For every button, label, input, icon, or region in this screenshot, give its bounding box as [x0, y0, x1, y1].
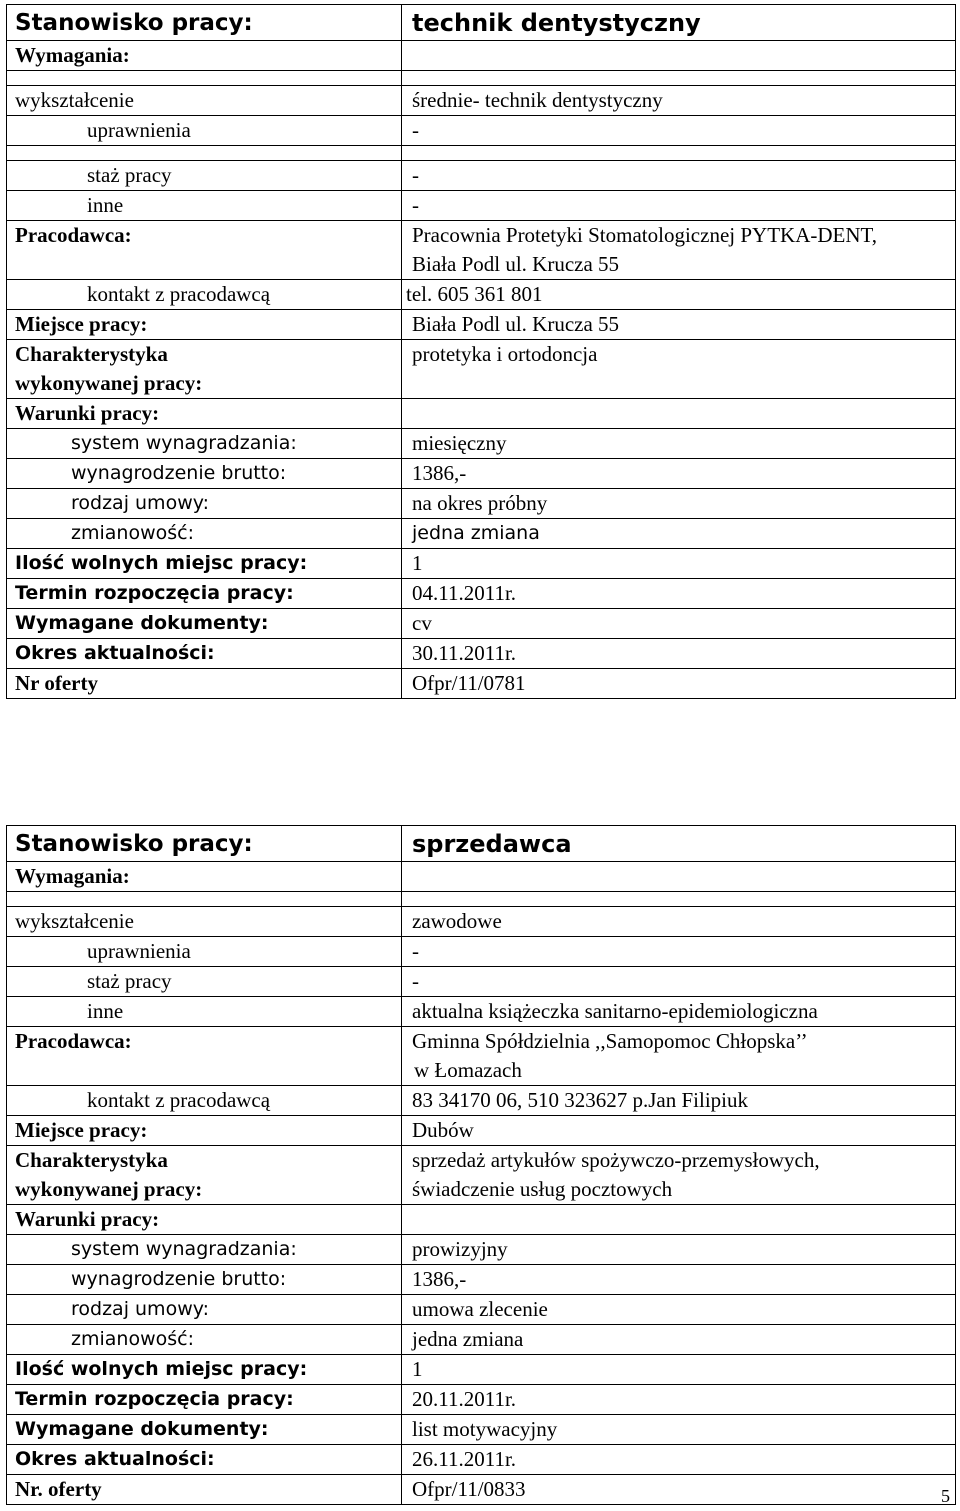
- description-value-line-2: świadczenie usług pocztowych: [412, 1177, 673, 1201]
- education-value: średnie- technik dentystyczny: [402, 86, 956, 116]
- workplace-value: Dubów: [402, 1116, 956, 1146]
- contract-label: rodzaj umowy:: [7, 489, 402, 519]
- requirements-value: [402, 41, 956, 71]
- experience-label: staż pracy: [7, 161, 402, 191]
- employer-label: Pracodawca:: [7, 1027, 402, 1086]
- offer-number-value: Ofpr/11/0833: [402, 1475, 956, 1505]
- spacer: [402, 146, 956, 161]
- workplace-label: Miejsce pracy:: [7, 1116, 402, 1146]
- contact-value: tel. 605 361 801: [402, 280, 956, 310]
- qualifications-label: uprawnienia: [7, 116, 402, 146]
- position-value: technik dentystyczny: [402, 5, 956, 41]
- pay-system-value: miesięczny: [402, 429, 956, 459]
- contract-value: na okres próbny: [402, 489, 956, 519]
- conditions-label: Warunki pracy:: [7, 399, 402, 429]
- employer-value: [402, 221, 956, 280]
- conditions-value: [402, 1205, 956, 1235]
- qualifications-value: -: [402, 937, 956, 967]
- shifts-label: zmianowość:: [7, 519, 402, 549]
- qualifications-value: -: [402, 116, 956, 146]
- description-label-line-2: wykonywanej pracy:: [15, 371, 203, 395]
- job-offer-2: [6, 825, 956, 1505]
- offer-number-label: Nr. oferty: [7, 1475, 402, 1505]
- experience-value: -: [402, 967, 956, 997]
- description-value-line-1: sprzedaż artykułów spożywczo-przemysłowych,: [412, 1148, 820, 1172]
- offer-number-label: Nr oferty: [7, 669, 402, 699]
- vacancies-value: 1: [402, 549, 956, 579]
- vacancies-label: Ilość wolnych miejsc pracy:: [7, 1355, 402, 1385]
- requirements-label: Wymagania:: [7, 862, 402, 892]
- start-value: 04.11.2011r.: [402, 579, 956, 609]
- shifts-value: jedna zmiana: [402, 519, 956, 549]
- contact-value: 83 34170 06, 510 323627 p.Jan Filipiuk: [402, 1086, 956, 1116]
- position-label: Stanowisko pracy:: [7, 5, 402, 41]
- employer-label: Pracodawca:: [7, 221, 402, 280]
- spacer: [7, 146, 402, 161]
- shifts-value: jedna zmiana: [402, 1325, 956, 1355]
- experience-value: -: [402, 161, 956, 191]
- employer-value: [402, 1027, 956, 1086]
- spacer: [402, 892, 956, 907]
- description-value: protetyka i ortodoncja: [402, 340, 956, 399]
- experience-label: staż pracy: [7, 967, 402, 997]
- documents-value: cv: [402, 609, 956, 639]
- offer-number-value: Ofpr/11/0781: [402, 669, 956, 699]
- shifts-label: zmianowość:: [7, 1325, 402, 1355]
- employer-value-line-2: Biała Podl ul. Krucza 55: [412, 252, 620, 276]
- employer-value-line-1: Gminna Spółdzielnia ,,Samopomoc Chłopska’’: [412, 1029, 808, 1053]
- description-label-line-1: Charakterystyka: [15, 1148, 168, 1172]
- start-label: Termin rozpoczęcia pracy:: [7, 579, 402, 609]
- valid-until-label: Okres aktualności:: [7, 639, 402, 669]
- description-label: [7, 340, 402, 399]
- start-value: 20.11.2011r.: [402, 1385, 956, 1415]
- gross-pay-label: wynagrodzenie brutto:: [7, 459, 402, 489]
- description-label: [7, 1146, 402, 1205]
- pay-system-label: system wynagradzania:: [7, 429, 402, 459]
- spacer: [7, 71, 402, 86]
- page-number: 5: [941, 1486, 950, 1506]
- documents-value: list motywacyjny: [402, 1415, 956, 1445]
- employer-value-line-1: Pracownia Protetyki Stomatologicznej PYTKA-DENT,: [412, 223, 878, 247]
- position-value: sprzedawca: [402, 826, 956, 862]
- other-value: -: [402, 191, 956, 221]
- education-label: wykształcenie: [7, 907, 402, 937]
- contract-value: umowa zlecenie: [402, 1295, 956, 1325]
- contact-label: kontakt z pracodawcą: [7, 280, 402, 310]
- job-offer-1: [6, 4, 956, 699]
- valid-until-value: 26.11.2011r.: [402, 1445, 956, 1475]
- other-label: inne: [7, 191, 402, 221]
- description-label-line-1: Charakterystyka: [15, 342, 168, 366]
- contract-label: rodzaj umowy:: [7, 1295, 402, 1325]
- start-label: Termin rozpoczęcia pracy:: [7, 1385, 402, 1415]
- valid-until-value: 30.11.2011r.: [402, 639, 956, 669]
- requirements-label: Wymagania:: [7, 41, 402, 71]
- description-value: [402, 1146, 956, 1205]
- conditions-label: Warunki pracy:: [7, 1205, 402, 1235]
- pay-system-label: system wynagradzania:: [7, 1235, 402, 1265]
- other-label: inne: [7, 997, 402, 1027]
- valid-until-label: Okres aktualności:: [7, 1445, 402, 1475]
- education-value: zawodowe: [402, 907, 956, 937]
- documents-label: Wymagane dokumenty:: [7, 609, 402, 639]
- other-value: aktualna książeczka sanitarno-epidemiologiczna: [402, 997, 956, 1027]
- workplace-value: Biała Podl ul. Krucza 55: [402, 310, 956, 340]
- gross-pay-label: wynagrodzenie brutto:: [7, 1265, 402, 1295]
- documents-label: Wymagane dokumenty:: [7, 1415, 402, 1445]
- contact-label: kontakt z pracodawcą: [7, 1086, 402, 1116]
- pay-system-value: prowizyjny: [402, 1235, 956, 1265]
- gross-pay-value: 1386,-: [402, 459, 956, 489]
- workplace-label: Miejsce pracy:: [7, 310, 402, 340]
- requirements-value: [402, 862, 956, 892]
- vacancies-label: Ilość wolnych miejsc pracy:: [7, 549, 402, 579]
- vacancies-value: 1: [402, 1355, 956, 1385]
- employer-value-line-2: w Łomazach: [414, 1058, 522, 1082]
- spacer: [7, 892, 402, 907]
- position-label: Stanowisko pracy:: [7, 826, 402, 862]
- education-label: wykształcenie: [7, 86, 402, 116]
- qualifications-label: uprawnienia: [7, 937, 402, 967]
- spacer: [402, 71, 956, 86]
- description-label-line-2: wykonywanej pracy:: [15, 1177, 203, 1201]
- gross-pay-value: 1386,-: [402, 1265, 956, 1295]
- conditions-value: [402, 399, 956, 429]
